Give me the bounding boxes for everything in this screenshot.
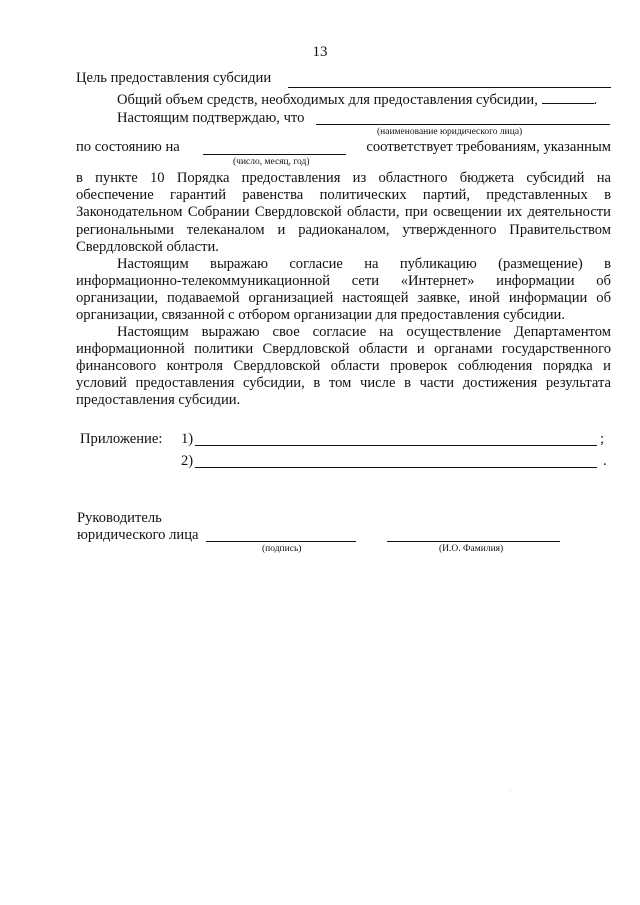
name-caption: (И.О. Фамилия) [439, 544, 504, 554]
signature-caption: (подпись) [262, 544, 302, 554]
attachments-label: Приложение: [80, 431, 163, 447]
signer-role-line1: Руководитель [77, 510, 162, 526]
status-prefix: по состоянию на [76, 139, 180, 155]
attachment-1-field-line [195, 445, 597, 446]
total-funds-label: Общий объем средств, необходимых для предоставления субсидии, [117, 92, 538, 108]
signature-field-line [206, 541, 356, 542]
attachment-1-number: 1) [181, 431, 194, 447]
requirements-paragraph: в пункте 10 Порядка предоставления из областного бюджета субсидий на обеспечение гарантий равенства политических партий, представленных в Законодательном Собрании Свердловской области, при освещении их деятельности региональными телеканалом и радиоканалом, утвержденного Правительством Свердловской области. [76, 170, 611, 255]
scan-speck [510, 790, 511, 791]
date-caption: (число, месяц, год) [233, 157, 310, 167]
signer-role-line2: юридического лица [77, 527, 199, 543]
status-suffix: соответствует требованиям, указанным [366, 139, 611, 155]
purpose-label: Цель предоставления субсидии [76, 70, 272, 86]
page-number: 13 [312, 44, 328, 60]
attachment-2-end: . [603, 453, 607, 469]
attachment-1-end: ; [600, 431, 605, 447]
entity-name-caption: (наименование юридического лица) [377, 127, 523, 137]
name-field-line [387, 541, 560, 542]
attachment-2-number: 2) [181, 453, 194, 469]
purpose-field-line [288, 87, 611, 88]
audit-consent-paragraph: Настоящим выражаю свое согласие на осуществление Департаментом информационной политики Свердловской области и органами государственного финансового контроля Свердловской области проверок соблюдения порядка и условий предоставления субсидии, в том числе в части достижения результата предоставления субсидии. [76, 324, 611, 409]
publication-consent-paragraph: Настоящим выражаю согласие на публикацию (размещение) в информационно-телекоммуникационной сети «Интернет» информации об организации, подаваемой организацией настоящей заявке, иной информации об организации, связанной с отбором организации для предоставления субсидии. [76, 256, 611, 324]
date-field-line [203, 154, 346, 155]
total-funds-text [117, 92, 597, 109]
attachment-2-field-line [195, 467, 597, 468]
total-funds-end: . [593, 92, 598, 108]
confirm-label: Настоящим подтверждаю, что [117, 110, 305, 126]
entity-name-field-line [316, 124, 610, 125]
total-funds-field-line [542, 103, 594, 104]
